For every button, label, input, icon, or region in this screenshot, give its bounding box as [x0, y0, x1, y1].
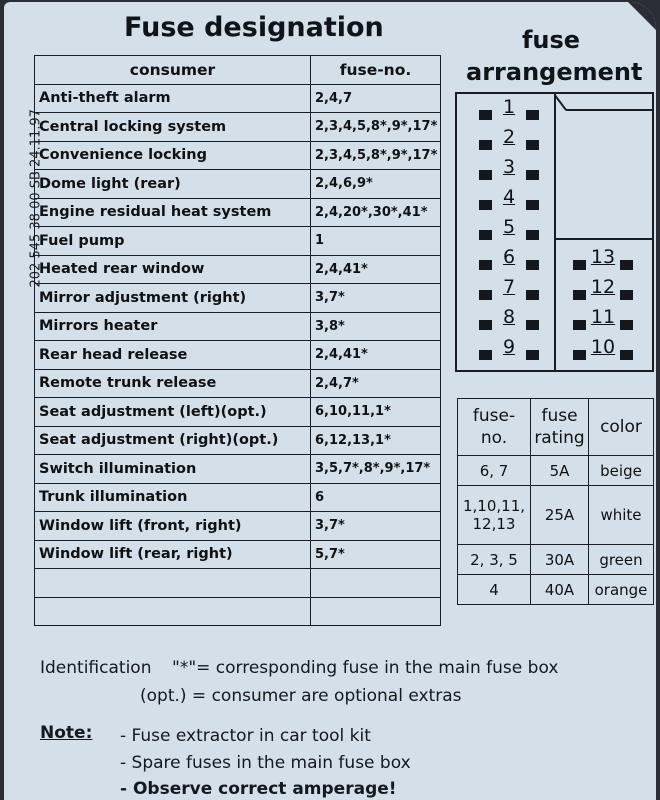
- consumer-cell: Window lift (rear, right): [35, 540, 311, 569]
- table-row: [458, 486, 654, 545]
- consumer-cell: [35, 569, 311, 598]
- fuse-rating-cell: 40A: [531, 575, 589, 605]
- fuse-slot: [573, 248, 633, 274]
- arrangement-title-line1: fuse: [521, 26, 581, 54]
- fuse-pin: [526, 110, 539, 120]
- fuse-pin: [479, 320, 492, 330]
- fuse-pin: [479, 110, 492, 120]
- fuse-slot: [479, 338, 539, 364]
- fuse-pin: [526, 320, 539, 330]
- table-row: [35, 284, 441, 313]
- fuse-number: 12: [590, 276, 616, 298]
- table-row: [35, 198, 441, 227]
- table-row: [35, 113, 441, 142]
- fuse-slot: [479, 158, 539, 184]
- fuse-slot: [479, 128, 539, 154]
- consumer-cell: Heated rear window: [35, 255, 311, 284]
- note-line-2: - Spare fuses in the main fuse box: [120, 753, 411, 773]
- fuse-number: 6: [502, 246, 516, 268]
- table-row: [35, 426, 441, 455]
- fuse-no-cell: 2,4,7*: [311, 369, 441, 398]
- fuse-no-cell: 2,3,4,5,8*,9*,17*: [311, 113, 441, 142]
- fuse-no-cell: 2,4,41*: [311, 255, 441, 284]
- fuse-no-cell: 3,8*: [311, 312, 441, 341]
- fuse-rating-cell: 25A: [531, 486, 589, 545]
- note-line-3: - Observe correct amperage!: [120, 779, 397, 799]
- fuse-number: 2: [502, 126, 516, 148]
- consumer-cell: Remote trunk release: [35, 369, 311, 398]
- consumer-table: [34, 55, 441, 626]
- table-row: [35, 255, 441, 284]
- fuse-no-cell: 3,7*: [311, 512, 441, 541]
- table-row: [35, 341, 441, 370]
- fuse-no-cell: 2,4,20*,30*,41*: [311, 198, 441, 227]
- fuse-pin: [620, 290, 633, 300]
- consumer-cell: Convenience locking: [35, 141, 311, 170]
- fuse-no-cell: 6,12,13,1*: [311, 426, 441, 455]
- consumer-cell: Switch illumination: [35, 455, 311, 484]
- header-consumer: consumer: [35, 56, 311, 85]
- fuse-pin: [620, 260, 633, 270]
- fuse-pin: [479, 350, 492, 360]
- fuse-rating-cell: 30A: [531, 545, 589, 575]
- fuse-number: 9: [502, 336, 516, 358]
- fuse-number: 4: [502, 186, 516, 208]
- fuse-pin: [479, 260, 492, 270]
- fuse-pin: [526, 230, 539, 240]
- fuse-pin: [526, 140, 539, 150]
- fuse-no-cell: 5,7*: [311, 540, 441, 569]
- fuse-pin: [573, 350, 586, 360]
- fuse-pin: [479, 290, 492, 300]
- fuse-number: 11: [590, 306, 616, 328]
- consumer-cell: Central locking system: [35, 113, 311, 142]
- fuse-card: [4, 2, 656, 800]
- fuse-pin: [479, 230, 492, 240]
- fuse-number: 13: [590, 246, 616, 268]
- consumer-cell: Mirror adjustment (right): [35, 284, 311, 313]
- page-title: Fuse designation: [124, 12, 384, 43]
- note-line-1: - Fuse extractor in car tool kit: [120, 726, 371, 746]
- consumer-cell: Engine residual heat system: [35, 198, 311, 227]
- table-row: [458, 545, 654, 575]
- consumer-cell: Window lift (front, right): [35, 512, 311, 541]
- fuse-number: 1: [502, 96, 516, 118]
- fuse-slot: [573, 338, 633, 364]
- fuse-no-cell: [311, 597, 441, 626]
- consumer-cell: Mirrors heater: [35, 312, 311, 341]
- fuse-number: 3: [502, 156, 516, 178]
- consumer-cell: Seat adjustment (right)(opt.): [35, 426, 311, 455]
- fuse-number: 5: [502, 216, 516, 238]
- table-row: [35, 455, 441, 484]
- diagram-slant-line: [554, 94, 654, 114]
- table-row: [35, 369, 441, 398]
- consumer-cell: [35, 597, 311, 626]
- table-row: [35, 540, 441, 569]
- table-row: [35, 312, 441, 341]
- fuse-pin: [526, 260, 539, 270]
- fuse-no-cell: 4: [458, 575, 531, 605]
- fuse-rating-cell: 5A: [531, 456, 589, 486]
- fuse-no-cell: 3,5,7*,8*,9*,17*: [311, 455, 441, 484]
- consumer-cell: Rear head release: [35, 341, 311, 370]
- header-color: color: [589, 399, 654, 456]
- color-cell: beige: [589, 456, 654, 486]
- header-fuse-rating: fuse rating: [531, 399, 589, 456]
- fuse-slot: [479, 188, 539, 214]
- fuse-no-cell: 2,4,6,9*: [311, 170, 441, 199]
- note-label: Note:: [40, 723, 93, 743]
- consumer-cell: Fuel pump: [35, 227, 311, 256]
- fuse-slot: [479, 248, 539, 274]
- fuse-pin: [526, 170, 539, 180]
- fuse-no-cell: 2,3,4,5,8*,9*,17*: [311, 141, 441, 170]
- table-row: [35, 597, 441, 626]
- fuse-pin: [620, 350, 633, 360]
- fuse-slot: [573, 308, 633, 334]
- fuse-no-cell: 6: [311, 483, 441, 512]
- table-row: [458, 575, 654, 605]
- fuse-no-cell: 6,10,11,1*: [311, 398, 441, 427]
- fuse-pin: [479, 170, 492, 180]
- table-row: [35, 84, 441, 113]
- fuse-pin: [526, 200, 539, 210]
- consumer-cell: Dome light (rear): [35, 170, 311, 199]
- fuse-no-cell: 2,4,7: [311, 84, 441, 113]
- fuse-no-cell: 2, 3, 5: [458, 545, 531, 575]
- diagram-divider-horizontal: [554, 238, 654, 240]
- part-code-label: 202 545 38 00 SB 24.11.97: [28, 109, 44, 288]
- fuse-number: 10: [590, 336, 616, 358]
- fuse-rating-table: [457, 398, 654, 605]
- fuse-pin: [526, 350, 539, 360]
- table-row: [35, 227, 441, 256]
- fuse-slot: [573, 278, 633, 304]
- fuse-no-cell: 3,7*: [311, 284, 441, 313]
- rating-table-header: [458, 399, 654, 456]
- header-fuse-no: fuse-no.: [311, 56, 441, 85]
- fuse-pin: [479, 200, 492, 210]
- consumer-table-header: [35, 56, 441, 85]
- table-row: [35, 141, 441, 170]
- consumer-cell: Trunk illumination: [35, 483, 311, 512]
- fuse-number: 7: [502, 276, 516, 298]
- fuse-pin: [479, 140, 492, 150]
- fuse-slot: [479, 278, 539, 304]
- fuse-slot: [479, 98, 539, 124]
- fuse-slot: [479, 218, 539, 244]
- fuse-pin: [573, 290, 586, 300]
- table-row: [35, 398, 441, 427]
- fuse-no-cell: 2,4,41*: [311, 341, 441, 370]
- table-row: [35, 512, 441, 541]
- arrangement-title: [466, 24, 643, 88]
- table-row: [35, 483, 441, 512]
- fuse-no-cell: [311, 569, 441, 598]
- color-cell: green: [589, 545, 654, 575]
- consumer-cell: Anti-theft alarm: [35, 84, 311, 113]
- identification-star-text: "*"= corresponding fuse in the main fuse box: [172, 658, 559, 678]
- identification-opt-text: (opt.) = consumer are optional extras: [140, 686, 462, 706]
- arrangement-title-line2: arrangement: [466, 58, 643, 86]
- fuse-number: 8: [502, 306, 516, 328]
- color-cell: orange: [589, 575, 654, 605]
- table-row: [35, 569, 441, 598]
- fuse-no-cell: 6, 7: [458, 456, 531, 486]
- diagram-divider-vertical: [554, 94, 556, 370]
- fuse-pin: [526, 290, 539, 300]
- fuse-slot: [479, 308, 539, 334]
- identification-label: Identification: [40, 658, 152, 678]
- fuse-arrangement-diagram: [455, 92, 654, 372]
- fuse-pin: [573, 260, 586, 270]
- header-fuse-no: fuse- no.: [458, 399, 531, 456]
- fuse-no-cell: 1,10,11, 12,13: [458, 486, 531, 545]
- table-row: [458, 456, 654, 486]
- table-row: [35, 170, 441, 199]
- fuse-no-cell: 1: [311, 227, 441, 256]
- color-cell: white: [589, 486, 654, 545]
- fuse-pin: [620, 320, 633, 330]
- fuse-pin: [573, 320, 586, 330]
- consumer-cell: Seat adjustment (left)(opt.): [35, 398, 311, 427]
